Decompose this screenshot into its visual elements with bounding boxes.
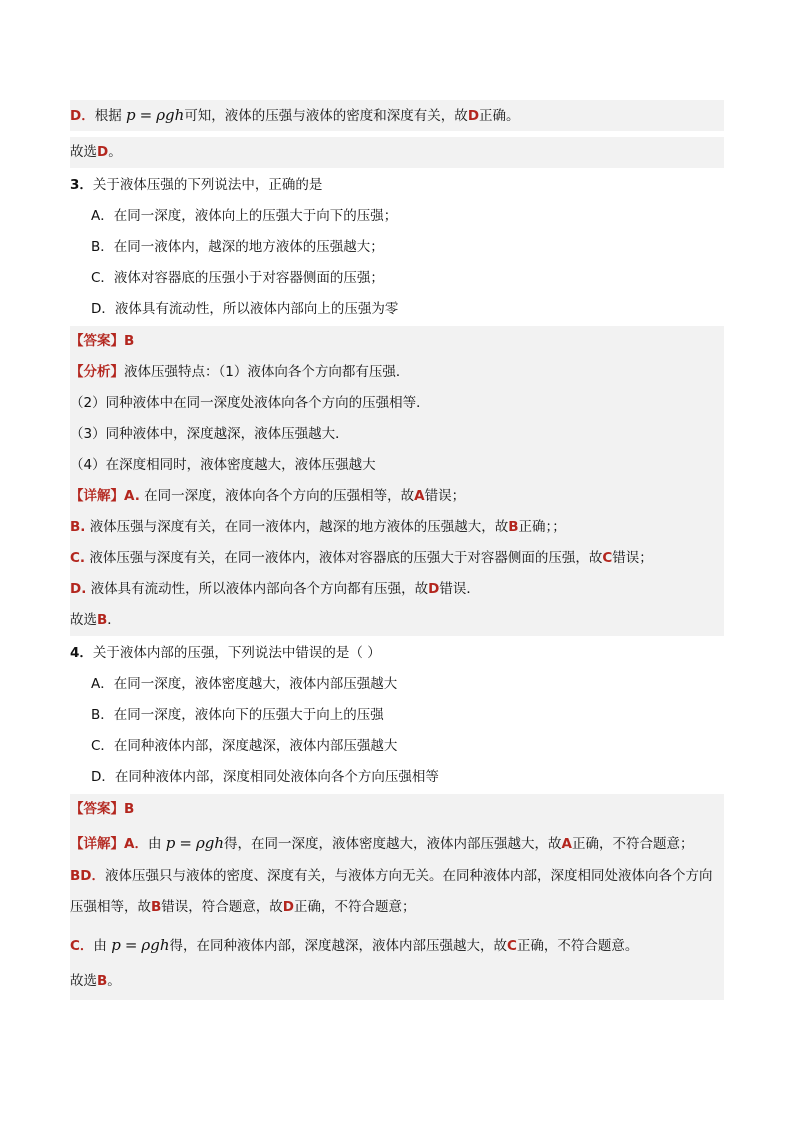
q4-detail-c: C．由 p = ρgh得，在同种液体内部，深度越深，液体内部压强越大，故C正确，不符合题意。: [70, 927, 724, 963]
analysis-tag: 【分析】: [70, 364, 124, 380]
q4-option-a: A．在同一深度，液体密度越大，液体内部压强越大: [91, 676, 398, 692]
q4-stem: 4．关于液体内部的压强，下列说法中错误的是（ ）: [70, 645, 381, 661]
q3-detail-d: D. 液体具有流动性，所以液体内部向各个方向都有压强，故D错误．: [70, 574, 724, 605]
q3-analysis-4: （4）在深度相同时，液体密度越大，液体压强越大: [70, 450, 724, 481]
q4-option-d: D．在同种液体内部，深度相同处液体向各个方向压强相等: [91, 769, 439, 785]
q4-option-b: B．在同一深度，液体向下的压强大于向上的压强: [91, 707, 384, 723]
q3-option-a: A．在同一深度，液体向上的压强大于向下的压强；: [91, 208, 398, 224]
q3-answer: 【答案】B: [70, 326, 724, 357]
formula: p = ρgh: [126, 106, 185, 124]
q3-detail-c: C. 液体压强与深度有关，在同一液体内，液体对容器底的压强大于对容器侧面的压强，故C错误；: [70, 543, 724, 574]
answer-tag: 【答案】: [70, 333, 124, 349]
q3-stem: 3．关于液体压强的下列说法中，正确的是: [70, 177, 323, 193]
q4-choose: 故选B。: [70, 963, 724, 1000]
question-number: 3．: [70, 177, 93, 193]
option-label: D．: [70, 108, 95, 124]
q3-option-c: C．液体对容器底的压强小于对容器侧面的压强；: [91, 270, 384, 286]
question-number: 4．: [70, 645, 93, 661]
prev-detail-d: D．根据 p = ρgh可知，液体的压强与液体的密度和深度有关，故D正确。: [70, 100, 724, 131]
q4-detail-bd: BD．液体压强只与液体的密度、深度有关，与液体方向无关。在同种液体内部，深度相同处液体向各个方向压强相等，故B错误，符合题意，故D正确，不符合题意；: [70, 861, 724, 927]
q3-detail-b: B. 液体压强与深度有关，在同一液体内，越深的地方液体的压强越大，故B正确；；: [70, 512, 724, 543]
q4-answer: 【答案】B: [70, 794, 724, 825]
formula: p = ρgh: [165, 834, 225, 852]
q3-option-d: D．液体具有流动性，所以液体内部向上的压强为零: [91, 301, 399, 317]
q3-detail-a: 【详解】A. 在同一深度，液体向各个方向的压强相等，故A错误；: [70, 481, 724, 512]
detail-tag: 【详解】: [70, 488, 124, 504]
detail-tag: 【详解】: [70, 836, 124, 852]
q4-detail-a: 【详解】A．由 p = ρgh得，在同一深度，液体密度越大，液体内部压强越大，故A正确，不符合题意；: [70, 825, 724, 861]
q3-analysis-3: （3）同种液体中，深度越深，液体压强越大．: [70, 419, 724, 450]
prev-choose: 故选D。: [70, 137, 724, 168]
q3-analysis-1: 【分析】液体压强特点：（1）液体向各个方向都有压强．: [70, 357, 724, 388]
q4-option-c: C．在同种液体内部，深度越深，液体内部压强越大: [91, 738, 398, 754]
q3-analysis-2: （2）同种液体中在同一深度处液体向各个方向的压强相等．: [70, 388, 724, 419]
q3-choose: 故选B．: [70, 605, 724, 636]
q3-option-b: B．在同一液体内，越深的地方液体的压强越大；: [91, 239, 384, 255]
answer-tag: 【答案】: [70, 801, 124, 817]
formula: p = ρgh: [111, 936, 170, 954]
